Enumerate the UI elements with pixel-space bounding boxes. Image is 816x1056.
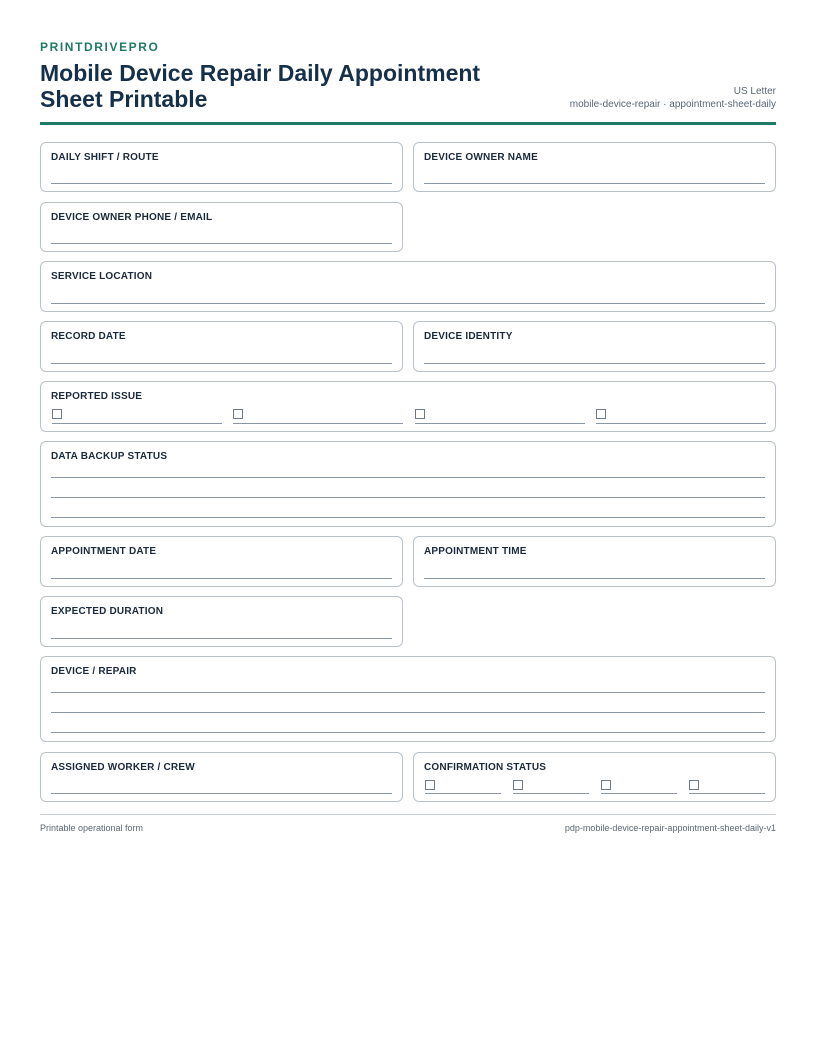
service-location-field <box>40 261 776 312</box>
device-identity-label: DEVICE IDENTITY <box>424 331 513 342</box>
daily-shift-route-label: DAILY SHIFT / ROUTE <box>51 152 159 163</box>
paper-size: US Letter <box>733 86 776 97</box>
confirmation-status-option-line[interactable] <box>513 793 589 794</box>
record-date-field <box>40 321 403 372</box>
expected-duration-input-line[interactable] <box>51 638 392 639</box>
appointment-date-label: APPOINTMENT DATE <box>51 546 157 557</box>
device-repair-input-line[interactable] <box>51 732 765 733</box>
reported-issue-option-line[interactable] <box>233 423 403 424</box>
reported-issue-checkbox[interactable] <box>233 409 243 419</box>
footer-note: Printable operational form <box>40 823 144 833</box>
data-backup-status-input-line[interactable] <box>51 517 765 518</box>
form-id: pdp-mobile-device-repair-appointment-sheet-daily-v1 <box>564 823 776 833</box>
confirmation-status-option-line[interactable] <box>425 793 501 794</box>
header-divider <box>40 122 776 125</box>
confirmation-status-checkbox[interactable] <box>689 780 699 790</box>
page-title: Mobile Device Repair Daily Appointment Sheet Printable <box>40 60 481 112</box>
service-location-input-line[interactable] <box>51 303 765 304</box>
footer-divider <box>40 814 776 815</box>
device-owner-contact-input-line[interactable] <box>51 243 392 244</box>
assigned-worker-input-line[interactable] <box>51 793 392 794</box>
confirmation-status-option-line[interactable] <box>689 793 765 794</box>
reported-issue-label: REPORTED ISSUE <box>51 391 143 402</box>
appointment-time-label: APPOINTMENT TIME <box>424 546 527 557</box>
device-owner-name-label: DEVICE OWNER NAME <box>424 152 538 163</box>
record-date-input-line[interactable] <box>51 363 392 364</box>
confirmation-status-field <box>413 752 776 802</box>
device-repair-field <box>40 656 776 742</box>
device-owner-name-field <box>413 142 776 192</box>
assigned-worker-field <box>40 752 403 802</box>
reported-issue-option-line[interactable] <box>596 423 766 424</box>
device-identity-field <box>413 321 776 372</box>
daily-shift-route-field <box>40 142 403 192</box>
page-meta <box>570 85 776 111</box>
device-owner-contact-field <box>40 202 403 252</box>
reported-issue-checkbox[interactable] <box>415 409 425 419</box>
device-identity-input-line[interactable] <box>424 363 765 364</box>
form-slug: mobile-device-repair · appointment-sheet-daily <box>569 99 776 110</box>
data-backup-status-input-line[interactable] <box>51 497 765 498</box>
data-backup-status-input-line[interactable] <box>51 477 765 478</box>
expected-duration-label: EXPECTED DURATION <box>51 606 164 617</box>
data-backup-status-field <box>40 441 776 527</box>
reported-issue-field <box>40 381 776 432</box>
appointment-time-field <box>413 536 776 587</box>
appointment-time-input-line[interactable] <box>424 578 765 579</box>
confirmation-status-checkbox[interactable] <box>425 780 435 790</box>
record-date-label: RECORD DATE <box>51 331 126 342</box>
device-owner-contact-label: DEVICE OWNER PHONE / EMAIL <box>51 212 213 223</box>
confirmation-status-label: CONFIRMATION STATUS <box>424 762 547 773</box>
reported-issue-checkbox[interactable] <box>52 409 62 419</box>
assigned-worker-label: ASSIGNED WORKER / CREW <box>51 762 195 773</box>
reported-issue-checkbox[interactable] <box>596 409 606 419</box>
device-repair-input-line[interactable] <box>51 692 765 693</box>
confirmation-status-checkbox[interactable] <box>513 780 523 790</box>
device-owner-name-input-line[interactable] <box>424 183 765 184</box>
device-repair-input-line[interactable] <box>51 712 765 713</box>
appointment-date-field <box>40 536 403 587</box>
device-repair-label: DEVICE / REPAIR <box>51 666 137 677</box>
appointment-date-input-line[interactable] <box>51 578 392 579</box>
expected-duration-field <box>40 596 403 647</box>
brand-name: PRINTDRIVEPRO <box>40 40 160 54</box>
daily-shift-route-input-line[interactable] <box>51 183 392 184</box>
data-backup-status-label: DATA BACKUP STATUS <box>51 451 168 462</box>
confirmation-status-checkbox[interactable] <box>601 780 611 790</box>
reported-issue-option-line[interactable] <box>415 423 585 424</box>
service-location-label: SERVICE LOCATION <box>51 271 153 282</box>
confirmation-status-option-line[interactable] <box>601 793 677 794</box>
reported-issue-option-line[interactable] <box>52 423 222 424</box>
